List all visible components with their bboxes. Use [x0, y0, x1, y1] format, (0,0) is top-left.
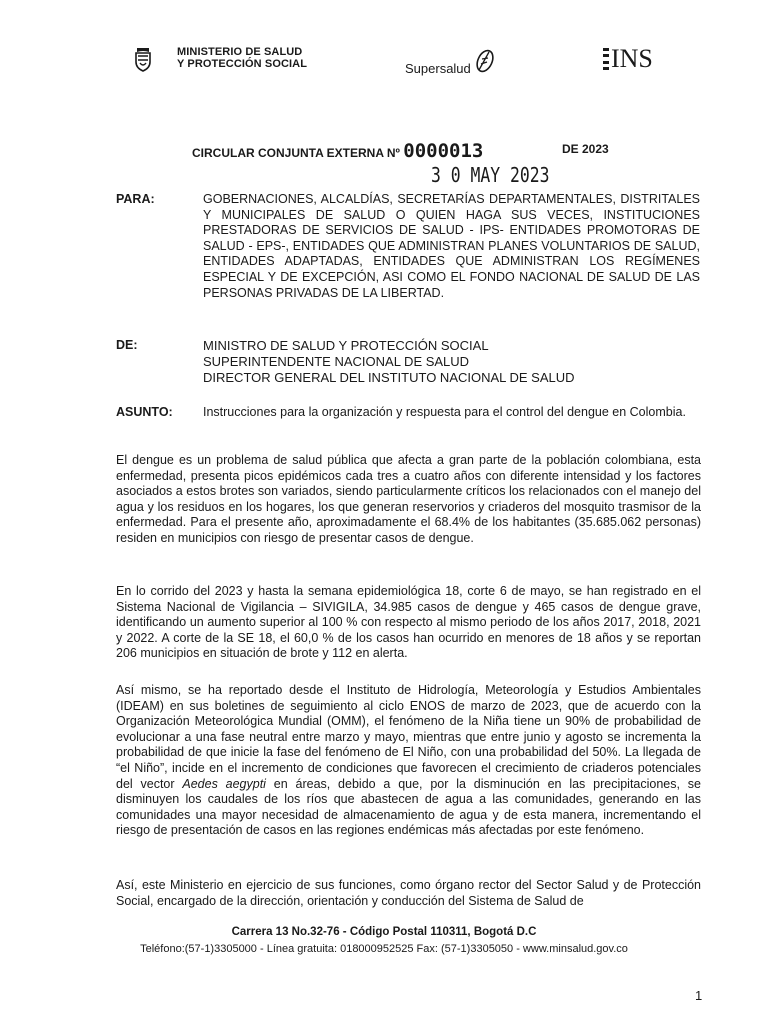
ins-text: INS: [611, 44, 653, 73]
de-line-2: SUPERINTENDENTE NACIONAL DE SALUD: [203, 354, 470, 369]
circular-year: DE 2023: [562, 142, 609, 156]
body-paragraph-3-part-1: Así mismo, se ha reportado desde el Instituto de Hidrología, Meteorología y Estudios Ambientales (IDEAM) en sus boletines de seguimiento al ciclo ENOS de marzo de 2023, que de acuerdo con la Organización Meteorológica Mundial (OMM), el fenómeno de la Niña tiene un 90% de probabilidad de evolucionar a una fase neutral entre marzo y mayo, mientras que entre junio y agosto se incrementa la probabilidad de que inicie la fase del fenómeno de El Niño, con una probabilidad del 50%. La llegada de “el Niño”, incide en el incremento de condiciones que favorecen el crecimiento de criaderos potenciales del vector: [116, 683, 701, 791]
ins-bars-icon: [603, 48, 609, 70]
ministry-logo: [133, 46, 307, 72]
supersalud-leaf-icon: [471, 46, 497, 76]
body-paragraph-3-part-2: en áreas, debido a que, por la disminución en las precipitaciones, se disminuyen los caudales de los ríos que abastecen de agua a las comunidades, generando en las comunidades una mayor necesidad de almacenamiento de agua y de esta manera, incrementando el riesgo de presentación de casos en las regiones endémicas más afectadas por este fenómeno.: [116, 776, 702, 838]
asunto-text: Instrucciones para la organización y respuesta para el control del dengue en Colombia.: [203, 405, 686, 419]
circular-title: [192, 140, 632, 162]
para-text: GOBERNACIONES, ALCALDÍAS, SECRETARÍAS DEPARTAMENTALES, DISTRITALES Y MUNICIPALES DE SALUD O QUIEN HAGA SUS VECES, INSTITUCIONES PRESTADORAS DE SERVICIOS DE SALUD - IPS- ENTIDADES PROMOTORAS DE SALUD - EPS-, ENTIDADES QUE ADMINISTRAN PLANES VOLUNTARIOS DE SALUD, ENTIDADES ADAPTADAS, ENTIDADES QUE ADMINISTRAN LOS REGÍMENES ESPECIAL Y DE EXCEPCIÓN, ASI COMO EL FONDO NACIONAL DE SALUD DE LAS PERSONAS PRIVADAS DE LA LIBERTAD.: [203, 192, 700, 300]
de-text: [203, 338, 700, 386]
asunto-label: ASUNTO:: [116, 405, 173, 419]
body-paragraph-3: [116, 683, 701, 839]
body-paragraph-1: El dengue es un problema de salud pública que afecta a gran parte de la población colombiana, esta enfermedad, presenta picos epidémicos cada tres a cuatro años con diferente intensidad y los factores asociados a estos brotes son variados, siendo particularmente críticos los relacionados con el manejo del agua y los residuos en los hogares, los que generan reservorios y criaderos del mosquito trasmisor de la enfermedad. Para el presente año, aproximadamente el 68.4% de los habitantes (35.685.062 personas) residen en municipios con riesgo de presentar casos de dengue.: [116, 453, 701, 545]
de-line-1: MINISTRO DE SALUD Y PROTECCIÓN SOCIAL: [203, 338, 489, 353]
ins-logo: [603, 44, 653, 74]
para-label: PARA:: [116, 192, 155, 206]
body-paragraph-4: Así, este Ministerio en ejercicio de sus funciones, como órgano rector del Sector Salud y de Protección Social, encargado de la dirección, orientación y conducción del Sistema de Salud de: [116, 878, 701, 908]
footer-contact: Teléfono:(57-1)3305000 - Línea gratuita: 018000952525 Fax: (57-1)3305050 - www.minsalud.gov.co: [140, 943, 628, 955]
body-paragraph-2: En lo corrido del 2023 y hasta la semana epidemiológica 18, corte 6 de mayo, se han registrado en el Sistema Nacional de Vigilancia – SIVIGILA, 34.985 casos de dengue y 465 casos de dengue grave, identificando un aumento superior al 100 % con respecto al mismo periodo de los años 2017, 2018, 2021 y 2022. A corte de la SE 18, el 60,0 % de los casos han ocurrido en menores de 18 años y se reportan 206 municipios en situación de brote y 112 en alerta.: [116, 584, 701, 661]
circular-number: 0000013: [403, 140, 484, 162]
ministry-line-2: Y PROTECCIÓN SOCIAL: [177, 58, 308, 70]
de-label: DE:: [116, 338, 138, 352]
supersalud-text: Supersalud: [405, 61, 471, 76]
coat-of-arms-icon: [133, 46, 153, 72]
ministry-line-1: MINISTERIO DE SALUD: [177, 46, 303, 58]
page-number: 1: [695, 988, 703, 1003]
supersalud-logo: [405, 46, 497, 76]
circular-label: CIRCULAR CONJUNTA EXTERNA Nº: [192, 146, 400, 160]
date-stamp: 3 0 MAY 2023: [431, 163, 550, 187]
species-name: Aedes aegypti: [182, 776, 266, 791]
de-line-3: DIRECTOR GENERAL DEL INSTITUTO NACIONAL DE SALUD: [203, 370, 575, 385]
footer-address: Carrera 13 No.32-76 - Código Postal 110311, Bogotá D.C: [231, 926, 537, 938]
